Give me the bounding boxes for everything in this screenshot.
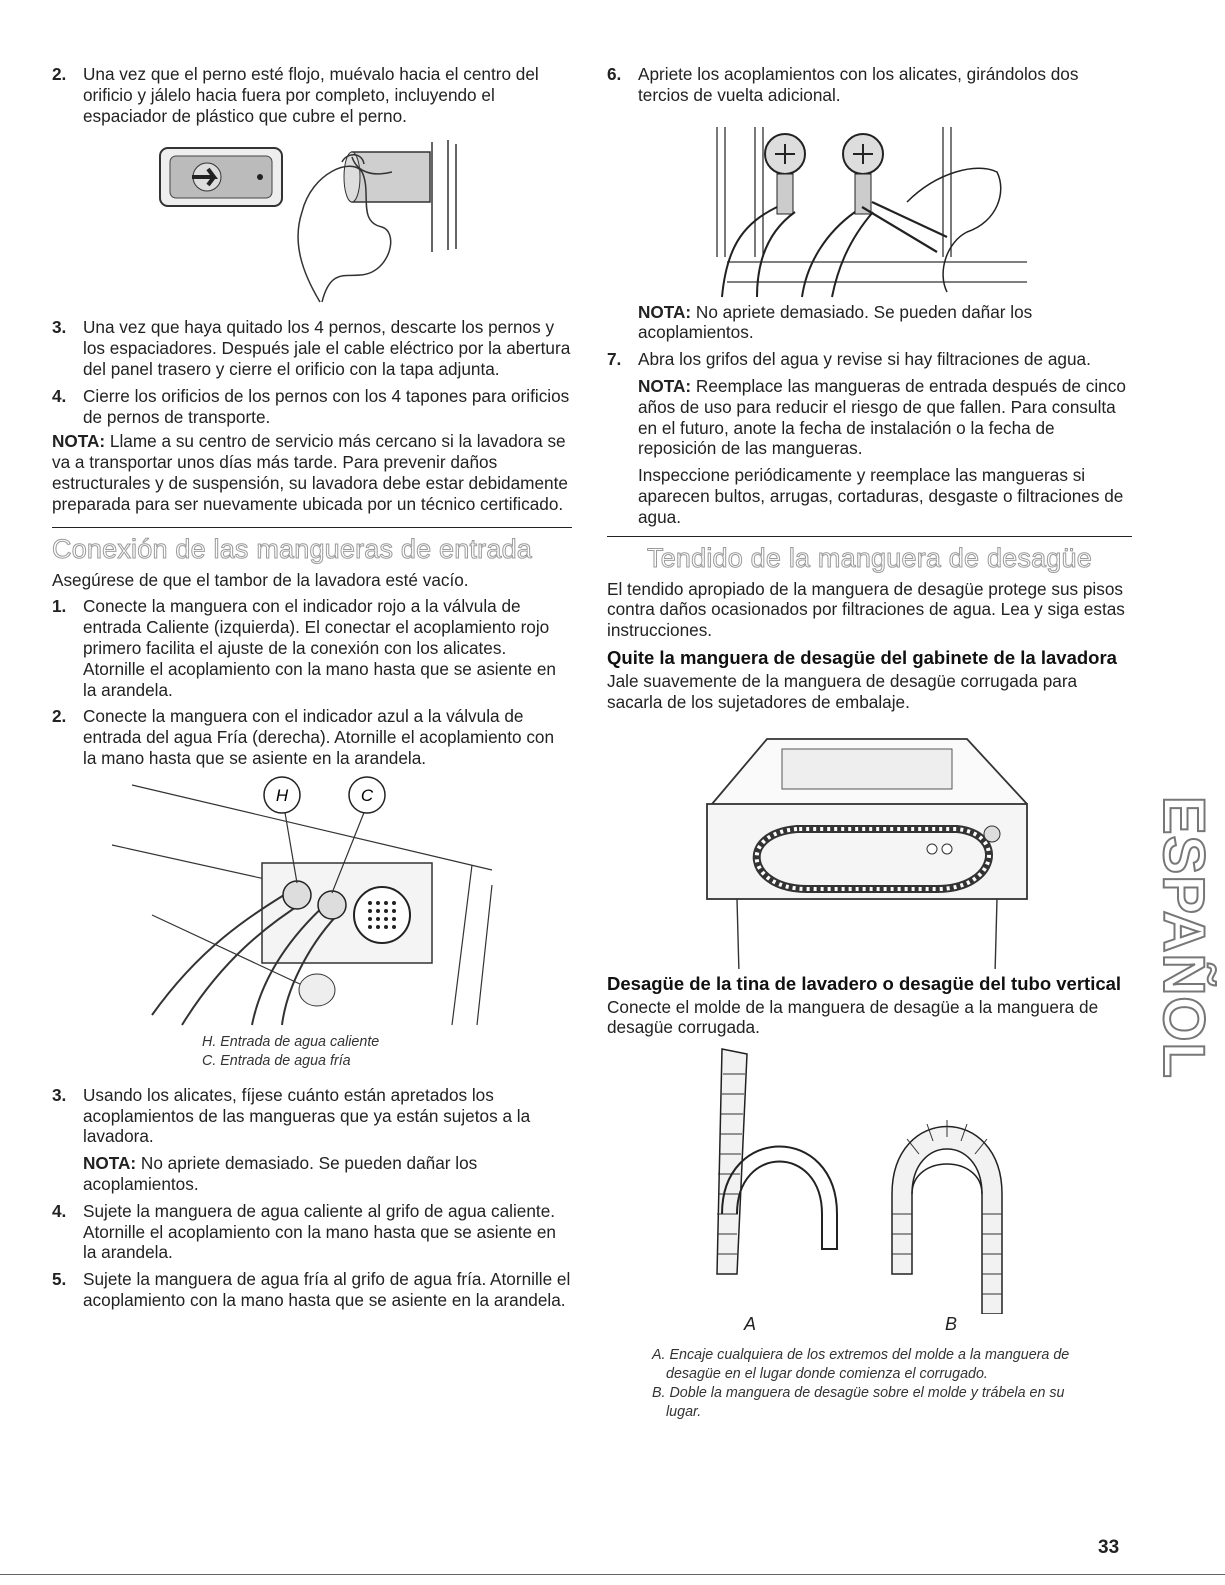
step-text: Sujete la manguera de agua caliente al grifo de agua caliente. Atornille el acoplamiento con la mano hasta que se asiente en la arandela. (83, 1200, 556, 1263)
figure-caption-valves (52, 1033, 572, 1071)
step-text: Usando los alicates, fíjese cuánto están apretados los acoplamientos de las mangueras que ya están sujetos a la lavadora. (83, 1084, 531, 1147)
step-number: 2. (52, 706, 67, 727)
note-label: NOTA: (52, 431, 106, 452)
section-title-drain-hose: Tendido de la manguera de desagüe (647, 542, 1092, 573)
note-label: NOTA: (638, 301, 692, 322)
step-text: Cierre los orificios de los pernos con los 4 tapones para orificios de pernos de transporte. (83, 385, 570, 427)
note-label: NOTA: (638, 375, 692, 396)
right-column (607, 64, 1132, 1422)
step-number: 4. (52, 1200, 67, 1221)
step-number: 1. (52, 596, 67, 617)
inspect-text: Inspeccione periódicamente y reemplace las mangueras si aparecen bultos, arrugas, cortaduras, desgaste o filtraciones de agua. (638, 465, 1124, 527)
pliers-tightening-illustration (607, 112, 1132, 302)
caption-a: A. Encaje cualquiera de los extremos del molde a la manguera de desagüe en el lugar donde comienza el corrugado. (652, 1347, 1070, 1383)
step-4-close-holes (52, 386, 572, 428)
step-number: 3. (52, 1084, 67, 1105)
step-2-cold-hose (52, 706, 572, 768)
step-text: Apriete los acoplamientos con los alicates, girándolos dos tercios de vuelta adicional. (638, 64, 1079, 105)
left-column (52, 64, 572, 1317)
caption-b: B. Doble la manguera de desagüe sobre el molde y trábela en su lugar. (652, 1385, 1065, 1421)
note-text: Llame a su centro de servicio más cercano si la lavadora se va a transportar unos días más tarde. Para prevenir daños estructurales y de suspensión, su lavadora debe estar debidamente preparada para ser nuevamente ubicada por un técnico certificado. (52, 431, 568, 514)
note-transport (52, 431, 572, 514)
section-divider (607, 536, 1132, 537)
label-a: A (744, 1314, 757, 1335)
drain-hose-form-illustration (607, 1044, 1132, 1314)
bolt-removal-illustration (52, 132, 572, 317)
page-number: 33 (1098, 1537, 1120, 1558)
label-b: B (945, 1314, 958, 1335)
note-text: No apriete demasiado. Se pueden dañar los acoplamientos. (83, 1153, 478, 1194)
figure-labels-ab (607, 1314, 1132, 1340)
subhead-text: Jale suavemente de la manguera de desagüe corrugada para sacarla de los sujetadores de embalaje. (607, 670, 1078, 712)
step-5-cold-faucet (52, 1269, 572, 1311)
hot-label: H (275, 785, 289, 805)
step-7-open-faucets (607, 349, 1132, 527)
step-4-hot-faucet (52, 1201, 572, 1263)
step-number: 4. (52, 385, 67, 406)
note-label: NOTA: (83, 1153, 137, 1174)
section-intro: El tendido apropiado de la manguera de desagüe protege sus pisos contra daños ocasionados por filtraciones de agua. Lea y siga estas instrucciones. (607, 578, 1125, 641)
bottom-rule (0, 1574, 1225, 1575)
step-text: Una vez que haya quitado los 4 pernos, descarte los pernos y los espaciadores. Después jale el cable eléctrico por la abertura del panel trasero y cierre el orificio con la tapa adjunta. (83, 317, 571, 379)
subhead-text: Conecte el molde de la manguera de desagüe a la manguera de desagüe corrugada. (607, 996, 1099, 1038)
step-6-tighten (607, 64, 1132, 106)
step-number: 7. (607, 349, 622, 370)
caption-hot: H. Entrada de agua caliente (202, 1033, 380, 1050)
figure-caption-drain (607, 1346, 1132, 1422)
step-2-remove-bolt (52, 64, 572, 126)
step-number: 5. (52, 1269, 67, 1290)
section-intro: Asegúrese de que el tambor de la lavadora esté vacío. (52, 569, 469, 590)
step-text: Una vez que el perno esté flojo, muévalo hacia el centro del orificio y jálelo hacia fuera por completo, incluyendo el espaciador de plástico que cubre el perno. (83, 64, 539, 126)
step-text: Conecte la manguera con el indicador rojo a la válvula de entrada Caliente (izquierda). El conectar el acoplamiento rojo primero facilita el ajuste de la conexión con los alicates. Atornille el acoplamiento con la mano hasta que se asiente en la arandela. (83, 596, 556, 700)
inlet-valves-illustration (52, 775, 572, 1035)
subhead-laundry-tub-standpipe: Desagüe de la tina de lavadero o desagüe del tubo vertical (607, 972, 1122, 994)
cold-label: C (360, 785, 374, 805)
section-divider (52, 527, 572, 528)
language-label: ESPAÑOL (1151, 795, 1217, 1079)
language-side-tab (1150, 795, 1217, 1079)
note-do-not-overtighten (607, 302, 1132, 344)
step-text: Sujete la manguera de agua fría al grifo de agua fría. Atornille el acoplamiento con la mano hasta que se asiente en la arandela. (83, 1269, 571, 1310)
washer-back-drain-hose-illustration (607, 719, 1132, 969)
note-text: No apriete demasiado. Se pueden dañar los acoplamientos. (638, 301, 1033, 343)
step-1-hot-hose (52, 596, 572, 700)
step-number: 2. (52, 64, 67, 84)
caption-cold: C. Entrada de agua fría (202, 1052, 351, 1069)
section-title-inlet-hoses: Conexión de las mangueras de entrada (52, 533, 533, 564)
step-number: 6. (607, 64, 622, 84)
step-note (83, 1153, 572, 1195)
step-number: 3. (52, 317, 67, 338)
step-note (638, 376, 1132, 459)
step-3-check-tightness (52, 1085, 572, 1195)
step-3-discard-bolts (52, 317, 572, 379)
step-text: Conecte la manguera con el indicador azul a la válvula de entrada del agua Fría (derecha). Atornille el acoplamiento con la mano hasta que se asiente en la arandela. (83, 706, 555, 768)
subhead-remove-drain-hose: Quite la manguera de desagüe del gabinete de la lavadora (607, 646, 1117, 668)
note-text: Reemplace las mangueras de entrada después de cinco años de uso para reducir el riesgo de que fallen. Para consulta en el futuro, anote la fecha de instalación o la fecha de reposición de las mangueras. (638, 375, 1126, 459)
step-text: Abra los grifos del agua y revise si hay filtraciones de agua. (638, 349, 1091, 370)
